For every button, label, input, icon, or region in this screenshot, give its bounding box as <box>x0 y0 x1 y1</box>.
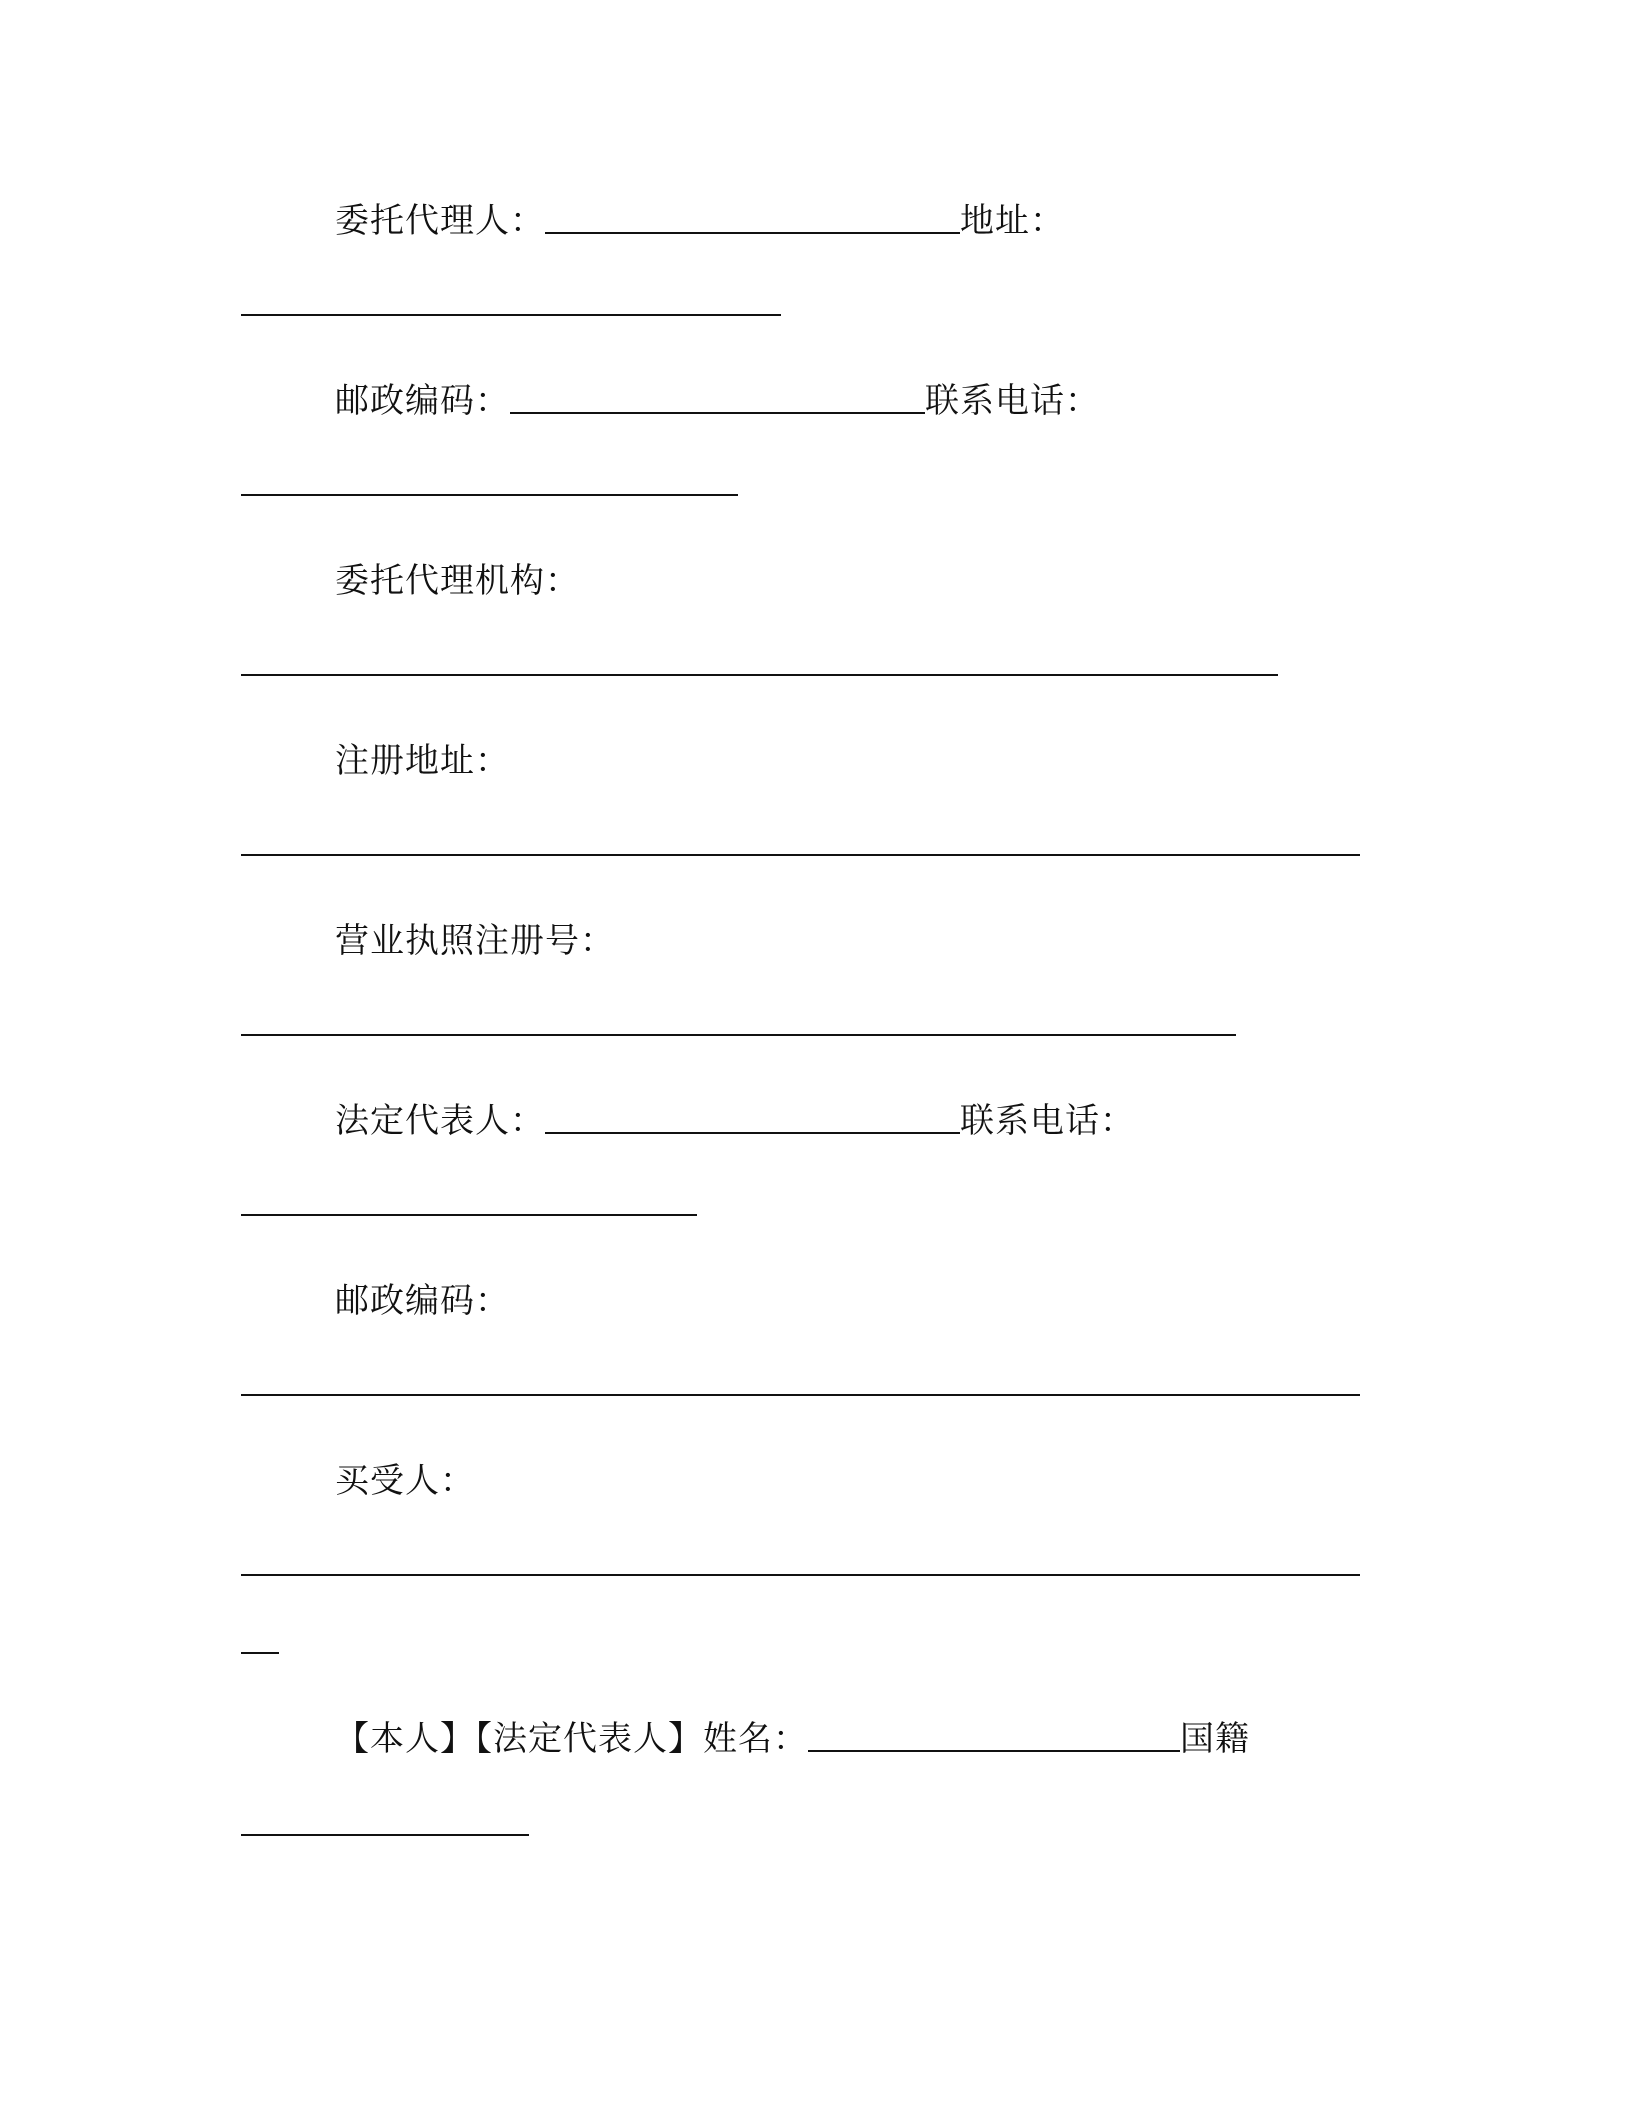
name-row <box>335 1710 1250 1760</box>
phone-label: 联系电话： <box>925 381 1100 421</box>
buyer-blank[interactable] <box>241 1574 1360 1576</box>
license-number-label: 营业执照注册号： <box>335 921 615 961</box>
nationality-label: 国籍 <box>1180 1719 1250 1759</box>
postal-code-blank-2[interactable] <box>241 1394 1360 1396</box>
agency-label: 委托代理机构： <box>335 561 580 601</box>
legal-rep-phone-label: 联系电话： <box>960 1101 1135 1141</box>
legal-rep-row <box>335 1092 1135 1142</box>
address-blank[interactable] <box>241 314 781 316</box>
registered-address-label: 注册地址： <box>335 741 510 781</box>
license-number-blank[interactable] <box>241 1034 1236 1036</box>
registered-address-blank[interactable] <box>241 854 1360 856</box>
license-row <box>335 912 615 962</box>
agency-row <box>335 552 580 602</box>
agent-blank[interactable] <box>545 232 960 234</box>
address-label: 地址： <box>960 201 1065 241</box>
postal-code-row-2 <box>335 1272 510 1322</box>
phone-blank[interactable] <box>241 494 738 496</box>
agency-blank[interactable] <box>241 674 1278 676</box>
legal-rep-label: 法定代表人： <box>335 1101 545 1141</box>
legal-rep-phone-blank[interactable] <box>241 1214 697 1216</box>
postal-code-label-2: 邮政编码： <box>335 1281 510 1321</box>
postal-code-blank[interactable] <box>510 412 925 414</box>
legal-rep-blank[interactable] <box>545 1132 960 1134</box>
postal-code-label: 邮政编码： <box>335 381 510 421</box>
name-prefix-label: 【本人】【法定代表人】姓名： <box>335 1719 808 1759</box>
postal-phone-row <box>335 372 1100 422</box>
buyer-row <box>335 1452 475 1502</box>
registered-address-row <box>335 732 510 782</box>
agent-row <box>335 192 1065 242</box>
buyer-blank-continued[interactable] <box>241 1652 279 1654</box>
nationality-blank[interactable] <box>241 1834 529 1836</box>
name-blank[interactable] <box>808 1750 1180 1752</box>
buyer-label: 买受人： <box>335 1461 475 1501</box>
agent-label: 委托代理人： <box>335 201 545 241</box>
